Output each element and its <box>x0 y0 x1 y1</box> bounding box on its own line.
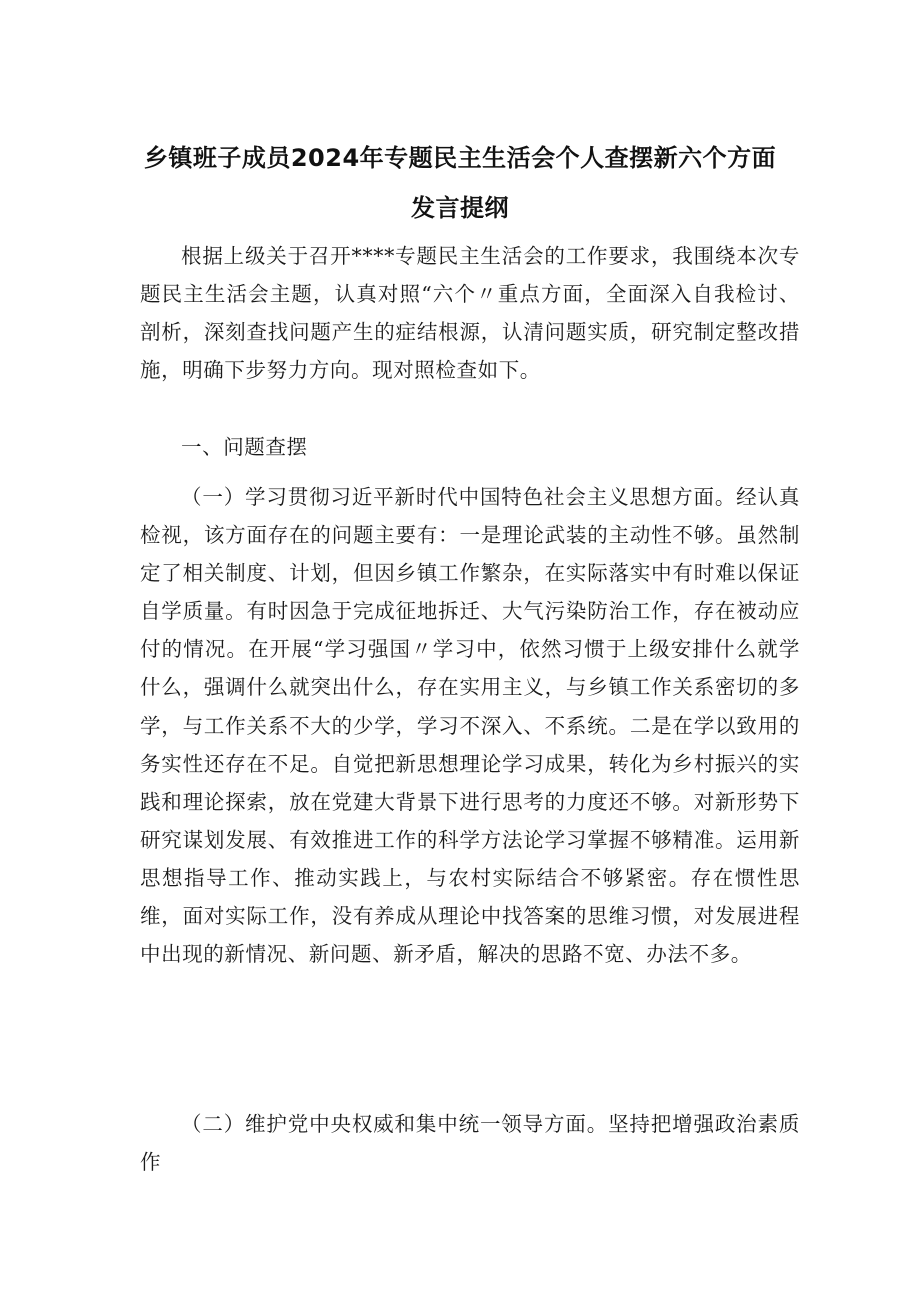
document-title: 乡镇班子成员2024年专题民主生活会个人查摆新六个方面 <box>143 144 777 172</box>
section-heading: 一、问题查摆 <box>181 435 308 459</box>
section-2-paragraph: （二）维护党中央权威和集中统一领导方面。坚持把增强政治素质作 <box>140 1112 800 1175</box>
section-1-paragraph: （一）学习贯彻习近平新时代中国特色社会主义思想方面。经认真检视，该方面存在的问题主要有：一是理论武装的主动性不够。虽然制定了相关制度、计划，但因乡镇工作繁杂，在实际落实中有时难以保证自学质量。有时因急于完成征地拆迁、大气污染防治工作，存在被动应付的情况。在开展“学习强国〃学习中，依然习惯于上级安排什么就学什么，强调什么就突出什么，存在实用主义，与乡镇工作关系密切的多学，与工作关系不大的少学，学习不深入、不系统。二是在学以致用的务实性还存在不足。自觉把新思想理论学习成果，转化为乡村振兴的实践和理论探索，放在党建大背景下进行思考的力度还不够。对新形势下研究谋划发展、有效推进工作的科学方法论学习掌握不够精准。运用新思想指导工作、推动实践上，与农村实际结合不够紧密。存在惯性思维，面对实际工作，没有养成从理论中找答案的思维习惯，对发展进程中出现的新情况、新问题、新矛盾，解决的思路不宽、办法不多。 <box>140 485 800 967</box>
intro-paragraph: 根据上级关于召开****专题民主生活会的工作要求，我围绕本次专题民主生活会主题，认真对照“六个〃重点方面，全面深入自我检讨、剖析，深刻查找问题产生的症结根源，认清问题实质，研究制定整改措施，明确下步努力方向。现对照检查如下。 <box>140 244 800 383</box>
document-title-continuation: 发言提纲 <box>411 194 509 222</box>
